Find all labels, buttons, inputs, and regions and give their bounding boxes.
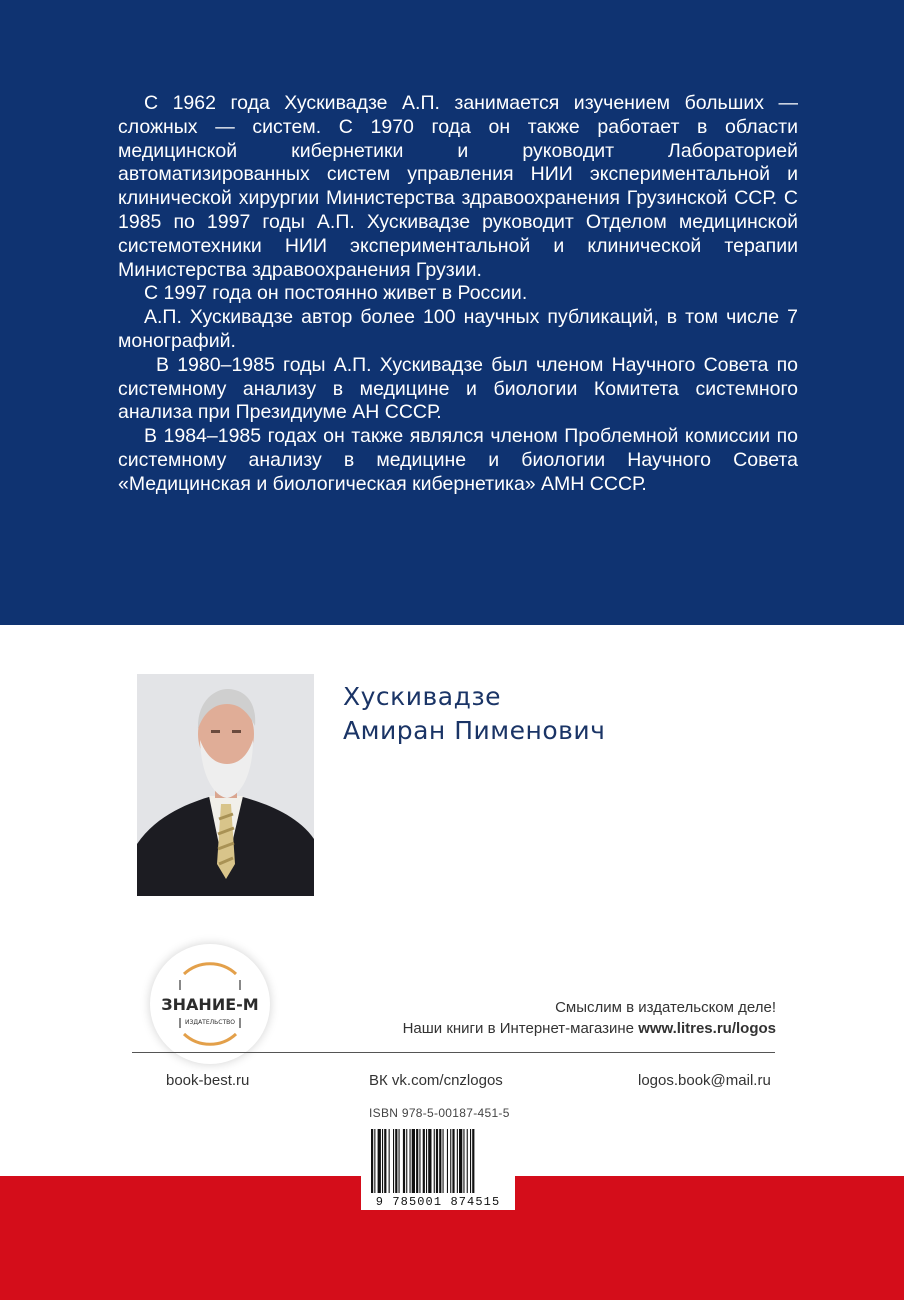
site-link[interactable]: book-best.ru — [166, 1072, 250, 1089]
author-surname: Хускивадзе — [343, 682, 502, 711]
barcode-bars — [361, 1127, 515, 1197]
barcode-bar — [419, 1129, 420, 1193]
barcode-bar — [472, 1129, 474, 1193]
slogan-shop-text: Наши книги в Интернет-магазине — [402, 1020, 639, 1037]
barcode-bar — [403, 1129, 405, 1193]
barcode-bar — [423, 1129, 425, 1193]
barcode-bar — [463, 1129, 464, 1193]
bio-paragraph-2: С 1997 года он постоянно живет в России. — [144, 282, 528, 305]
isbn-number: ISBN 978-5-00187-451-5 — [369, 1106, 510, 1120]
logo-subtitle: ИЗДАТЕЛЬСТВО — [185, 1019, 235, 1026]
barcode-bar — [426, 1129, 427, 1193]
barcode-bar — [389, 1129, 390, 1193]
author-photo — [137, 674, 314, 896]
shop-url-link[interactable]: www.litres.ru/logos — [638, 1020, 776, 1037]
barcode-bar — [436, 1129, 438, 1193]
bio-paragraph-3: А.П. Хускивадзе автор более 100 научных публикаций, в том числе 7 монографий. — [118, 306, 798, 352]
bio-paragraph-1: С 1962 года Хускивадзе А.П. занимается изучением больших — сложных — систем. С 1970 года он также работает в области медицинской кибернетики и руководит Лабораторией автоматизированных систем управления НИИ экспериментальной и клинической хирургии Министерства здравоохранения Грузинской ССР. С 1985 по 1997 годы А.П. Хускивадзе руководит Отделом медицинской системотехники НИИ экспериментальной и клинической терапии Министерства здравоохранения Грузии. — [118, 92, 798, 281]
slogan-line-2 — [403, 1018, 776, 1039]
barcode-bar — [434, 1129, 435, 1193]
barcode-bar — [467, 1129, 468, 1193]
bio-paragraph-4: В 1980–1985 годы А.П. Хускивадзе был членом Научного Совета по системному анализу в медицине и биологии Комитета системного анализа при Президиуме АН СССР. — [118, 353, 798, 424]
slogan-line-1: Смыслим в издательском деле! — [555, 999, 776, 1016]
barcode-bar — [374, 1129, 375, 1193]
author-portrait-image — [137, 674, 314, 896]
barcode-bar — [406, 1129, 407, 1193]
barcode-bar — [395, 1129, 397, 1193]
barcode-bar — [416, 1129, 418, 1193]
logo-emblem-icon — [150, 944, 270, 1064]
barcode-bar — [412, 1129, 415, 1193]
barcode-bar — [439, 1129, 441, 1193]
author-name — [343, 680, 605, 748]
barcode-bar — [410, 1129, 411, 1193]
divider-line — [132, 1052, 775, 1053]
barcode-digits: 9 785001 874515 — [375, 1195, 501, 1209]
barcode-bar — [447, 1129, 448, 1193]
barcode-bar — [399, 1129, 400, 1193]
barcode-bar — [450, 1129, 451, 1193]
barcode-bar — [452, 1129, 454, 1193]
barcode-bar — [371, 1129, 373, 1193]
barcode-bar — [459, 1129, 462, 1193]
barcode-bar — [393, 1129, 394, 1193]
bio-paragraph-5: В 1984–1985 годах он также являлся членом Проблемной комиссии по системному анализу в медицине и биологии Научного Совета «Медицинская и биологическая кибернетика» АМН СССР. — [118, 425, 798, 495]
barcode-bar — [470, 1129, 471, 1193]
barcode-bar — [457, 1129, 458, 1193]
barcode-bar — [384, 1129, 386, 1193]
publisher-logo — [150, 944, 270, 1064]
publisher-slogan — [403, 997, 776, 1039]
barcode-bar — [428, 1129, 431, 1193]
email-link[interactable]: logos.book@mail.ru — [638, 1072, 771, 1089]
author-given-names: Амиран Пименович — [343, 716, 606, 745]
barcode-bar — [382, 1129, 383, 1193]
isbn-barcode — [361, 1127, 515, 1210]
logo-name: ЗНАНИЕ-М — [161, 995, 259, 1014]
barcode-bar — [378, 1129, 381, 1193]
author-biography — [118, 92, 798, 497]
vk-link[interactable]: ВК vk.com/cnzlogos — [369, 1072, 503, 1089]
barcode-bar — [443, 1129, 444, 1193]
